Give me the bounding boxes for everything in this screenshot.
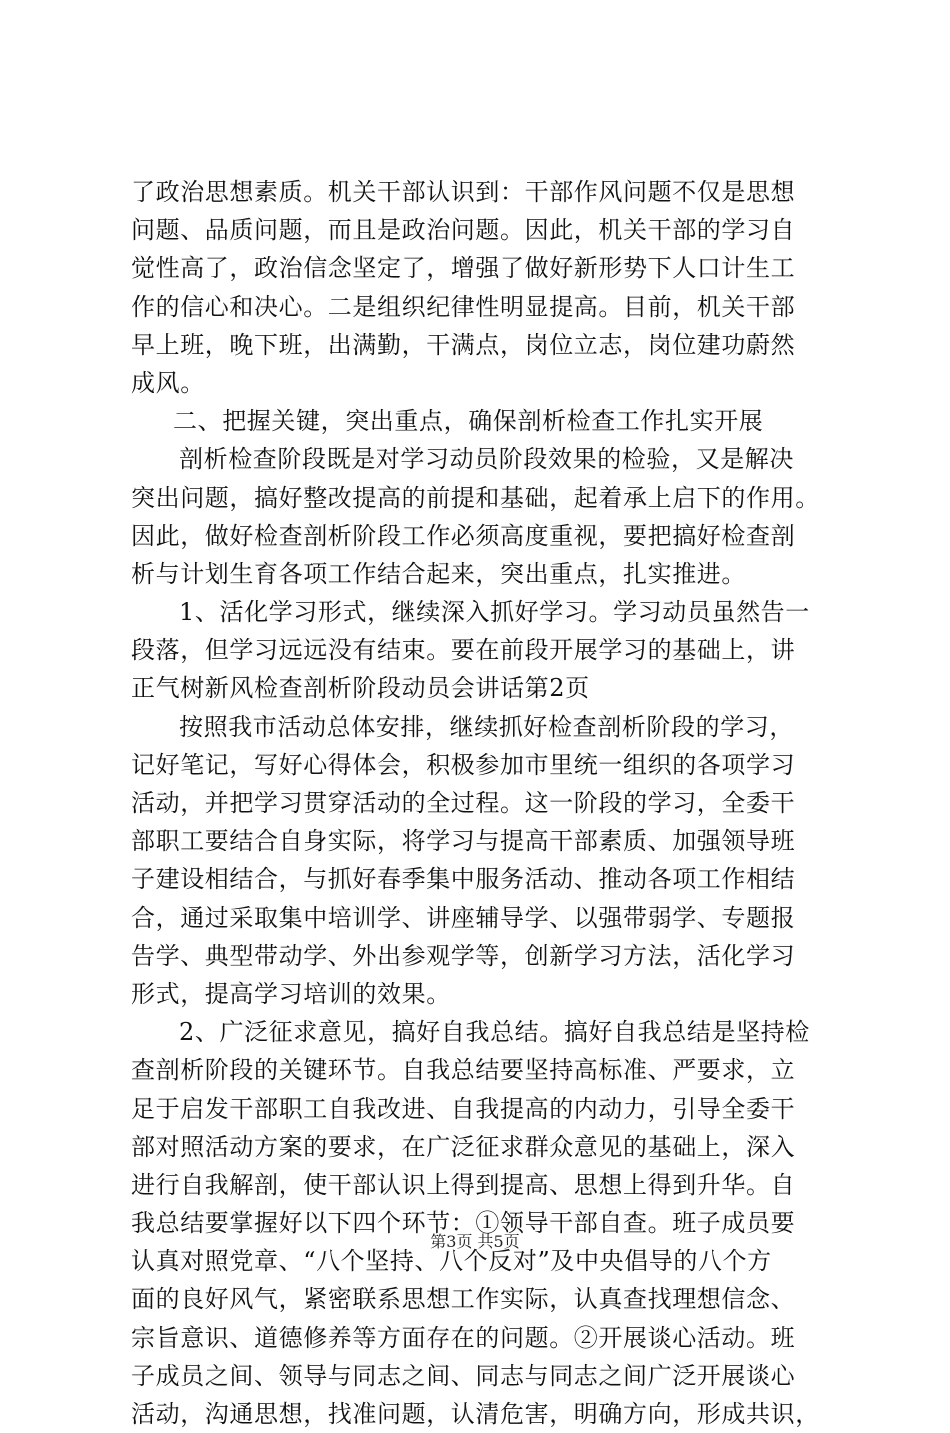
text-line: 进行自我解剖，使干部认识上得到提高、思想上得到升华。自 bbox=[131, 1170, 796, 1199]
text-line: 查剖析阶段的关键环节。自我总结要坚持高标准、严要求，立 bbox=[131, 1056, 796, 1085]
text-line: 1、活化学习形式，继续深入抓好学习。学习动员虽然告一 bbox=[179, 598, 810, 627]
text-line: 早上班，晚下班，出满勤，干满点，岗位立志，岗位建功蔚然 bbox=[131, 330, 796, 359]
text-line: 面的良好风气，紧密联系思想工作实际，认真查找理想信念、 bbox=[131, 1285, 796, 1314]
text-line: 正气树新风检查剖析阶段动员会讲话第2页 bbox=[131, 674, 590, 703]
text-line: 认真对照党章、“八个坚持、八个反对”及中央倡导的八个方 bbox=[131, 1247, 772, 1276]
text-line: 部职工要结合自身实际，将学习与提高干部素质、加强领导班 bbox=[131, 827, 796, 856]
text-line: 子建设相结合，与抓好春季集中服务活动、推动各项工作相结 bbox=[131, 865, 796, 894]
text-line: 形式，提高学习培训的效果。 bbox=[131, 979, 451, 1008]
text-line: 活动，并把学习贯穿活动的全过程。这一阶段的学习，全委干 bbox=[131, 789, 796, 817]
page-number-label: 第3页 共5页 bbox=[430, 1232, 520, 1251]
text-line: 足于启发干部职工自我改进、自我提高的内动力，引导全委干 bbox=[131, 1094, 796, 1123]
text-line: 段落，但学习远远没有结束。要在前段开展学习的基础上，讲 bbox=[131, 636, 796, 665]
text-line: 按照我市活动总体安排，继续抓好检查剖析阶段的学习， bbox=[179, 712, 794, 741]
text-line: 突出问题，搞好整改提高的前提和基础，起着承上启下的作用。 bbox=[131, 483, 820, 512]
text-line: 析与计划生育各项工作结合起来，突出重点，扎实推进。 bbox=[131, 559, 746, 588]
text-line: 部对照活动方案的要求，在广泛征求群众意见的基础上，深入 bbox=[131, 1132, 796, 1161]
text-line: 了政治思想素质。机关干部认识到：干部作风问题不仅是思想 bbox=[131, 178, 796, 206]
text-line: 2、广泛征求意见，搞好自我总结。搞好自我总结是坚持检 bbox=[179, 1018, 810, 1047]
text-line: 作的信心和决心。二是组织纪律性明显提高。目前，机关干部 bbox=[131, 292, 796, 321]
text-line: 觉性高了，政治信念坚定了，增强了做好新形势下人口计生工 bbox=[131, 254, 796, 283]
section-heading: 二、把握关键，突出重点，确保剖析检查工作扎实开展 bbox=[173, 407, 764, 436]
text-line: 子成员之间、领导与同志之间、同志与同志之间广泛开展谈心 bbox=[131, 1361, 796, 1390]
text-line: 宗旨意识、道德修养等方面存在的问题。②开展谈心活动。班 bbox=[131, 1323, 796, 1352]
text-line: 合，通过采取集中培训学、讲座辅导学、以强带弱学、专题报 bbox=[131, 903, 796, 932]
text-line: 因此，做好检查剖析阶段工作必须高度重视，要把搞好检查剖 bbox=[131, 521, 796, 550]
text-line: 我总结要掌握好以下四个环节：①领导干部自查。班子成员要 bbox=[131, 1209, 796, 1238]
text-line: 成风。 bbox=[131, 368, 205, 397]
text-line: 记好笔记，写好心得体会，积极参加市里统一组织的各项学习 bbox=[131, 750, 796, 779]
page-footer bbox=[0, 1231, 950, 1253]
text-line: 剖析检查阶段既是对学习动员阶段效果的检验，又是解决 bbox=[179, 445, 794, 474]
text-line: 问题、品质问题，而且是政治问题。因此，机关干部的学习自 bbox=[131, 216, 796, 245]
text-line: 活动，沟通思想，找准问题，认清危害，明确方向，形成共识， bbox=[131, 1400, 820, 1428]
text-line: 告学、典型带动学、外出参观学等，创新学习方法，活化学习 bbox=[131, 941, 796, 970]
